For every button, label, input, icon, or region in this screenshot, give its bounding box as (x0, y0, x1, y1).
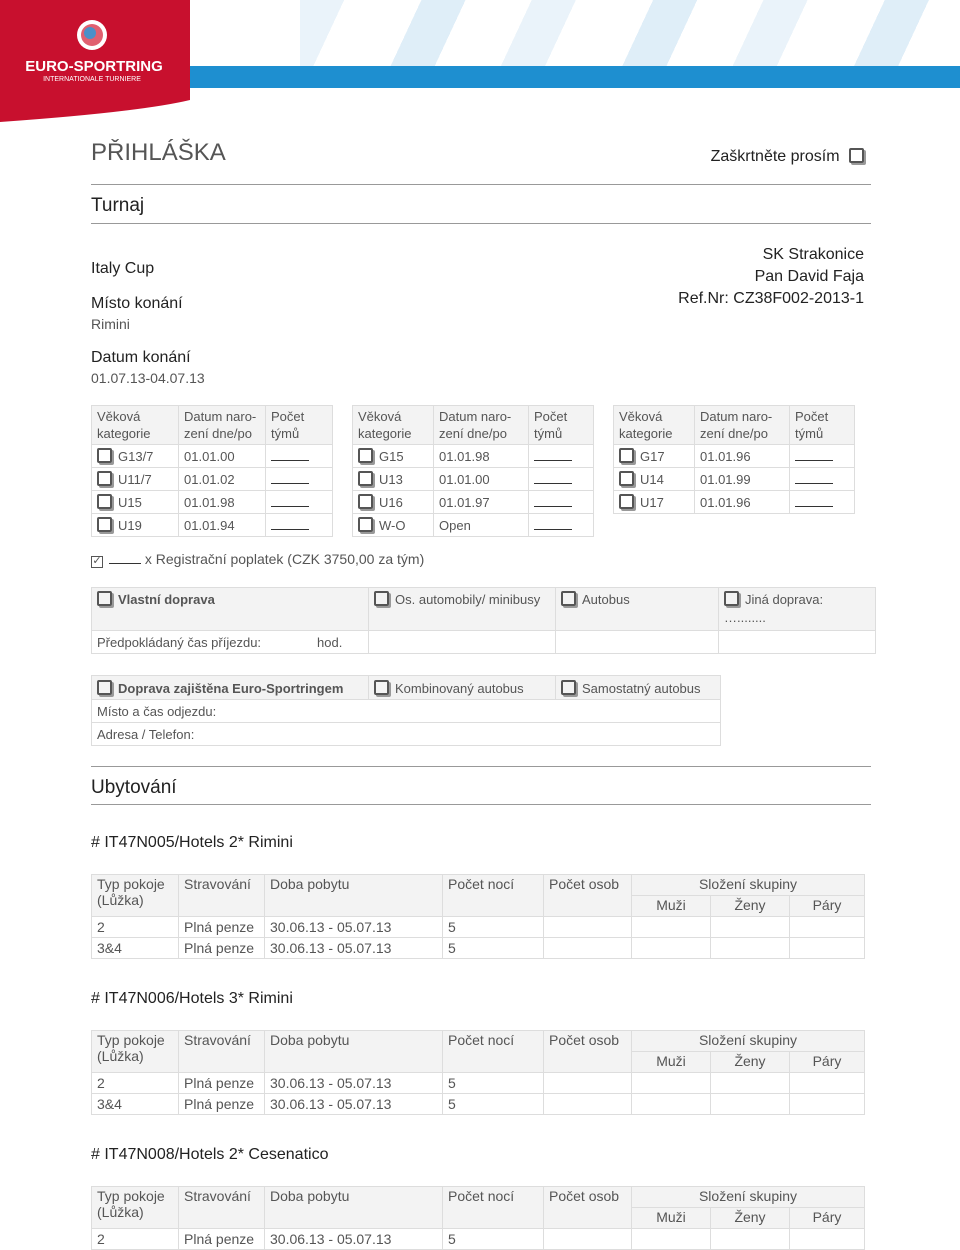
col-pairs: Páry (790, 1052, 865, 1073)
col-pairs: Páry (790, 896, 865, 917)
own-transport-label: Vlastní doprava (118, 592, 215, 607)
birthdate-cell: 01.01.02 (179, 468, 266, 491)
category-cell[interactable] (92, 468, 179, 491)
empty-cell (369, 631, 556, 654)
col-birthdate: Datum naro-zení dne/po (434, 406, 529, 445)
category-label: U15 (118, 495, 142, 510)
table-row (92, 917, 865, 938)
col-board: Stravování (179, 875, 265, 917)
arrival-time-field[interactable] (92, 631, 369, 654)
team-count-field[interactable] (790, 491, 855, 514)
board-cell: Plná penze (179, 917, 265, 938)
checkbox-icon[interactable] (97, 591, 112, 606)
men-field[interactable] (632, 1229, 711, 1250)
svg-text:EURO-SPORTRING: EURO-SPORTRING (25, 58, 163, 75)
checkbox-icon[interactable] (374, 680, 389, 695)
team-count-field[interactable] (529, 514, 594, 537)
persons-field[interactable] (544, 1073, 632, 1094)
col-room-type: Typ pokoje (Lůžka) (92, 1187, 179, 1229)
category-label: W-O (379, 518, 406, 533)
date-label: Datum konání (91, 349, 191, 366)
category-cell[interactable] (353, 445, 434, 468)
category-label: G13/7 (118, 449, 154, 464)
col-age-category: Věková kategorie (614, 406, 695, 445)
table-row (353, 445, 594, 468)
other-transport-field[interactable]: …........ (724, 610, 766, 625)
checkbox-icon[interactable] (97, 448, 112, 463)
room-cell: 2 (92, 1229, 179, 1250)
checkbox-icon[interactable] (724, 591, 739, 606)
category-label: U11/7 (118, 472, 152, 487)
category-cell[interactable] (353, 468, 434, 491)
hotel-table (91, 874, 865, 959)
combined-bus-label: Kombinovaný autobus (395, 680, 524, 696)
col-birthdate: Datum naro-zení dne/po (179, 406, 266, 445)
checkbox-icon[interactable] (374, 591, 389, 606)
team-count-field[interactable] (266, 491, 333, 514)
persons-field[interactable] (544, 938, 632, 959)
category-cell[interactable] (92, 491, 179, 514)
checkbox-icon[interactable] (619, 448, 634, 463)
hotel-title: # IT47N006/Hotels 3* Rimini (91, 990, 293, 1007)
col-persons: Počet osob (544, 1031, 632, 1073)
room-cell: 3&4 (92, 938, 179, 959)
section-accommodation: Ubytování (91, 777, 177, 798)
other-transport-label: Jiná doprava: (745, 592, 824, 607)
col-group: Složení skupiny (632, 1187, 865, 1208)
table-row (353, 514, 594, 537)
category-cell[interactable] (353, 491, 434, 514)
stay-cell: 30.06.13 - 05.07.13 (265, 938, 443, 959)
birthdate-cell: 01.01.98 (179, 491, 266, 514)
col-room-type: Typ pokoje (Lůžka) (92, 1031, 179, 1073)
birthdate-cell: 01.01.94 (179, 514, 266, 537)
col-men: Muži (632, 1052, 711, 1073)
category-cell[interactable] (92, 514, 179, 537)
men-field[interactable] (632, 917, 711, 938)
divider (91, 223, 871, 224)
table-row (353, 491, 594, 514)
arrival-label: Předpokládaný čas příjezdu: (97, 634, 262, 650)
checkbox-icon[interactable] (561, 591, 576, 606)
checkbox-icon[interactable] (358, 448, 373, 463)
col-group: Složení skupiny (632, 1031, 865, 1052)
col-team-count: Počet týmů (529, 406, 594, 445)
checkbox-icon[interactable] (97, 471, 112, 486)
birthdate-cell: 01.01.96 (695, 491, 790, 514)
stay-cell: 30.06.13 - 05.07.13 (265, 917, 443, 938)
women-field[interactable] (711, 1073, 790, 1094)
col-age-category: Věková kategorie (92, 406, 179, 445)
organized-transport-table (91, 675, 721, 746)
reference-number: Ref.Nr: CZ38F002-2013-1 (678, 290, 864, 307)
checkbox-icon[interactable] (97, 680, 112, 695)
header-stripe (186, 66, 960, 88)
category-cell[interactable] (353, 514, 434, 537)
col-stay: Doba pobytu (265, 875, 443, 917)
check-note-text: Zaškrtněte prosím (710, 148, 840, 165)
birthdate-cell: 01.01.00 (179, 445, 266, 468)
club-name: SK Strakonice (762, 246, 864, 263)
bus-label: Autobus (582, 592, 630, 607)
divider (91, 804, 871, 805)
category-label: U17 (640, 495, 664, 510)
col-birthdate: Datum naro-zení dne/po (695, 406, 790, 445)
team-count-field[interactable] (529, 445, 594, 468)
hotel-title: # IT47N005/Hotels 2* Rimini (91, 834, 293, 851)
category-table-2 (352, 405, 594, 537)
col-group: Složení skupiny (632, 875, 865, 896)
registration-fee-text: x Registrační poplatek (CZK 3750,00 za tým) (144, 551, 425, 567)
place-label: Místo konání (91, 295, 183, 312)
empty-cell (719, 631, 876, 654)
col-team-count: Počet týmů (790, 406, 855, 445)
separate-bus-label: Samostatný autobus (582, 680, 701, 696)
table-row (92, 491, 333, 514)
women-field[interactable] (711, 1094, 790, 1115)
col-team-count: Počet týmů (266, 406, 333, 445)
checkbox-icon[interactable] (358, 494, 373, 509)
board-cell: Plná penze (179, 1229, 265, 1250)
checkbox-icon[interactable] (358, 471, 373, 486)
category-label: G17 (640, 449, 665, 464)
table-row (92, 514, 333, 537)
date-value: 01.07.13-04.07.13 (91, 370, 205, 386)
place-value: Rimini (91, 316, 130, 332)
combined-bus-option[interactable] (369, 676, 556, 700)
bus-option[interactable] (556, 588, 719, 631)
svg-text:INTERNATIONALE TURNIERE: INTERNATIONALE TURNIERE (43, 76, 141, 83)
registration-fee (91, 551, 424, 568)
nights-cell: 5 (443, 1073, 544, 1094)
col-board: Stravování (179, 1187, 265, 1229)
birthdate-cell: 01.01.00 (434, 468, 529, 491)
birthdate-cell: Open (434, 514, 529, 537)
stay-cell: 30.06.13 - 05.07.13 (265, 1073, 443, 1094)
col-room-type: Typ pokoje (Lůžka) (92, 875, 179, 917)
col-women: Ženy (711, 1052, 790, 1073)
table-row (92, 1229, 865, 1250)
team-count-field[interactable] (266, 445, 333, 468)
table-row (353, 468, 594, 491)
checkbox-icon[interactable] (619, 471, 634, 486)
birthdate-cell: 01.01.97 (434, 491, 529, 514)
euro-sportring-logo (0, 0, 190, 122)
women-field[interactable] (711, 1229, 790, 1250)
table-row (614, 468, 855, 491)
birthdate-cell: 01.01.99 (695, 468, 790, 491)
col-nights: Počet nocí (443, 1031, 544, 1073)
pairs-field[interactable] (790, 938, 865, 959)
category-label: U13 (379, 472, 403, 487)
col-stay: Doba pobytu (265, 1187, 443, 1229)
check-note (711, 148, 864, 166)
contact-name: Pan David Faja (754, 268, 864, 285)
checkbox-icon[interactable] (97, 517, 112, 532)
nights-cell: 5 (443, 938, 544, 959)
col-board: Stravování (179, 1031, 265, 1073)
men-field[interactable] (632, 1073, 711, 1094)
board-cell: Plná penze (179, 1073, 265, 1094)
table-row (614, 445, 855, 468)
own-transport-option[interactable] (92, 588, 369, 631)
table-row (92, 445, 333, 468)
team-count-field[interactable] (266, 514, 333, 537)
team-count-field[interactable] (109, 553, 141, 564)
category-cell[interactable] (92, 445, 179, 468)
col-persons: Počet osob (544, 1187, 632, 1229)
persons-field[interactable] (544, 1229, 632, 1250)
checkbox-icon[interactable] (358, 517, 373, 532)
pairs-field[interactable] (790, 1094, 865, 1115)
pairs-field[interactable] (790, 917, 865, 938)
club-info (678, 244, 864, 310)
table-row (92, 938, 865, 959)
cars-label: Os. automobily/ minibusy (395, 592, 541, 607)
col-age-category: Věková kategorie (353, 406, 434, 445)
board-cell: Plná penze (179, 938, 265, 959)
board-cell: Plná penze (179, 1094, 265, 1115)
header-banner (300, 0, 960, 66)
hotel-title: # IT47N008/Hotels 2* Cesenatico (91, 1146, 329, 1163)
checkbox-icon (849, 148, 864, 163)
birthdate-cell: 01.01.98 (434, 445, 529, 468)
team-count-field[interactable] (529, 468, 594, 491)
hotel-table (91, 1030, 865, 1115)
col-stay: Doba pobytu (265, 1031, 443, 1073)
category-label: G15 (379, 449, 404, 464)
checkbox-icon[interactable] (97, 494, 112, 509)
arrival-unit: hod. (317, 634, 343, 650)
women-field[interactable] (711, 917, 790, 938)
team-count-field[interactable] (266, 468, 333, 491)
category-cell[interactable] (614, 468, 695, 491)
col-nights: Počet nocí (443, 1187, 544, 1229)
checkbox-icon[interactable] (561, 680, 576, 695)
page-title: PŘIHLÁŠKA (91, 139, 226, 166)
col-persons: Počet osob (544, 875, 632, 917)
stay-cell: 30.06.13 - 05.07.13 (265, 1094, 443, 1115)
nights-cell: 5 (443, 1229, 544, 1250)
table-row (614, 491, 855, 514)
organized-transport-label: Doprava zajištěna Euro-Sportringem (118, 680, 344, 696)
pairs-field[interactable] (790, 1073, 865, 1094)
table-row (92, 1094, 865, 1115)
cars-option[interactable] (369, 588, 556, 631)
persons-field[interactable] (544, 917, 632, 938)
divider (91, 184, 871, 185)
nights-cell: 5 (443, 1094, 544, 1115)
table-row (92, 1073, 865, 1094)
category-table-1 (91, 405, 333, 537)
hotel-table (91, 1186, 865, 1250)
transport-table (91, 587, 876, 654)
room-cell: 2 (92, 1073, 179, 1094)
col-women: Ženy (711, 1208, 790, 1229)
col-men: Muži (632, 896, 711, 917)
team-count-field[interactable] (790, 445, 855, 468)
section-turnaj: Turnaj (91, 195, 145, 216)
men-field[interactable] (632, 1094, 711, 1115)
room-cell: 3&4 (92, 1094, 179, 1115)
nights-cell: 5 (443, 917, 544, 938)
other-transport-option[interactable] (719, 588, 876, 631)
room-cell: 2 (92, 917, 179, 938)
tournament-name: Italy Cup (91, 260, 155, 277)
departure-field[interactable]: Místo a čas odjezdu: (92, 700, 721, 723)
category-table-3 (613, 405, 855, 514)
col-pairs: Páry (790, 1208, 865, 1229)
checkbox-icon[interactable] (619, 494, 634, 509)
men-field[interactable] (632, 938, 711, 959)
divider (91, 766, 871, 767)
team-count-field[interactable] (529, 491, 594, 514)
birthdate-cell: 01.01.96 (695, 445, 790, 468)
checked-box-icon[interactable]: ✓ (92, 555, 102, 567)
address-field[interactable]: Adresa / Telefon: (92, 723, 721, 746)
team-count-field[interactable] (790, 468, 855, 491)
persons-field[interactable] (544, 1094, 632, 1115)
col-women: Ženy (711, 896, 790, 917)
category-cell[interactable] (614, 491, 695, 514)
empty-cell (556, 631, 719, 654)
category-label: U19 (118, 518, 142, 533)
pairs-field[interactable] (790, 1229, 865, 1250)
category-cell[interactable] (614, 445, 695, 468)
organized-transport-option[interactable] (92, 676, 369, 700)
women-field[interactable] (711, 938, 790, 959)
stay-cell: 30.06.13 - 05.07.13 (265, 1229, 443, 1250)
separate-bus-option[interactable] (556, 676, 721, 700)
table-row (92, 468, 333, 491)
col-men: Muži (632, 1208, 711, 1229)
category-label: U16 (379, 495, 403, 510)
category-label: U14 (640, 472, 664, 487)
col-nights: Počet nocí (443, 875, 544, 917)
